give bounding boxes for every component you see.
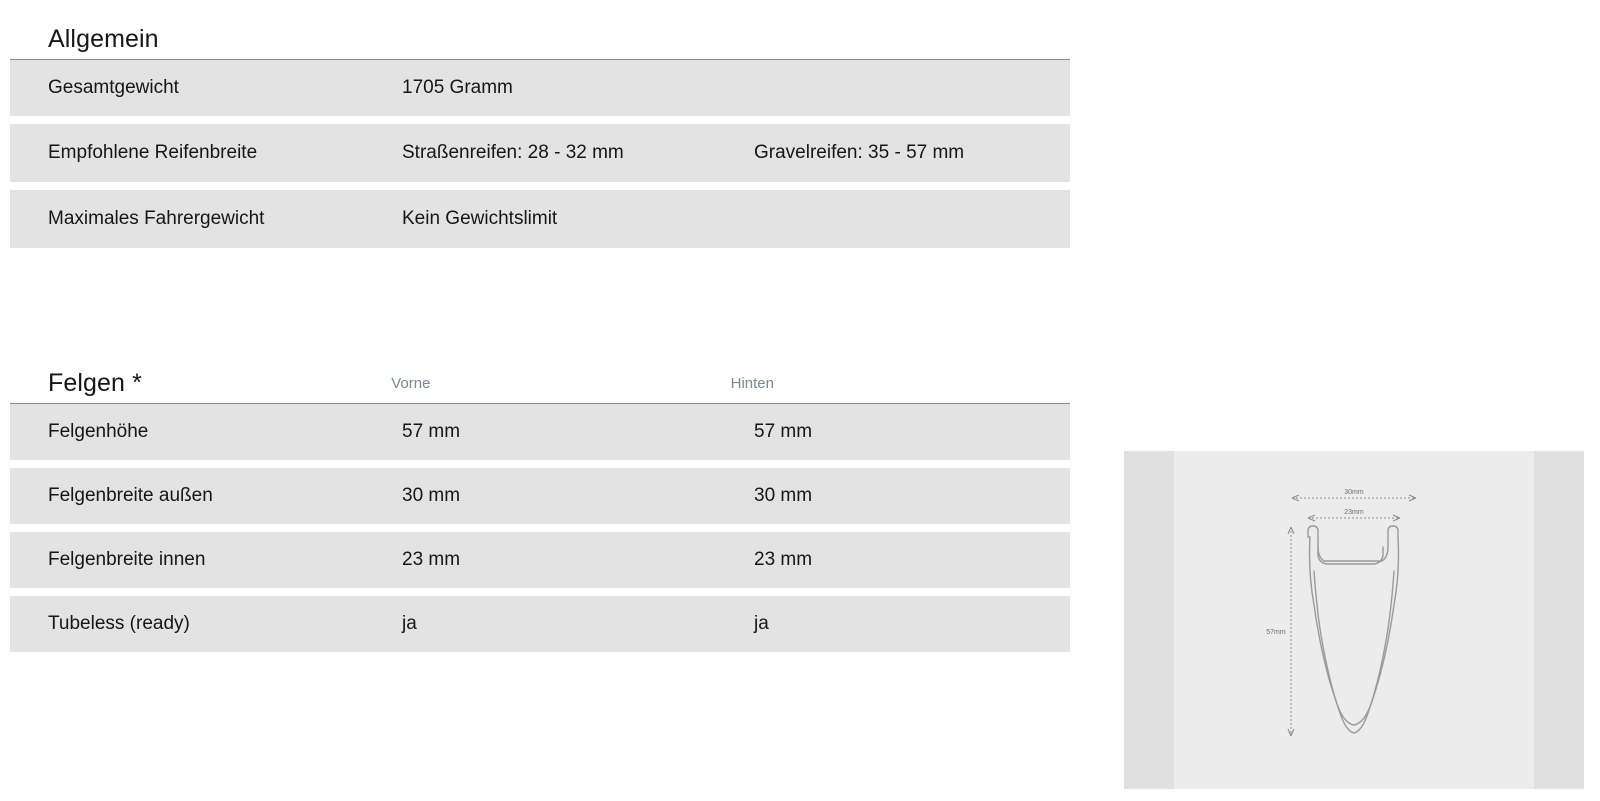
table-row bbox=[10, 60, 1070, 116]
row-value-front: 57 mm bbox=[402, 421, 461, 442]
table-title-rims: Felgen * bbox=[48, 369, 142, 397]
column-header-front: Vorne bbox=[391, 375, 431, 392]
spec-table-rims bbox=[10, 358, 1070, 660]
row-value-front: ja bbox=[402, 613, 417, 634]
row-label: Felgenbreite innen bbox=[48, 549, 206, 570]
row-value-front: 30 mm bbox=[402, 485, 461, 506]
row-label: Felgenhöhe bbox=[48, 421, 149, 442]
column-header-general-1 bbox=[391, 50, 730, 53]
dimension-label-inner-width: 23mm bbox=[1344, 509, 1364, 516]
rim-cross-section-figure bbox=[1124, 451, 1584, 789]
row-label: Tubeless (ready) bbox=[48, 613, 190, 634]
dimension-label-outer-width: 30mm bbox=[1344, 489, 1364, 496]
table-row bbox=[10, 468, 1070, 524]
table-title-general: Allgemein bbox=[48, 25, 159, 53]
row-value-rear: Gravelreifen: 35 - 57 mm bbox=[754, 142, 965, 163]
dimension-label-height: 57mm bbox=[1266, 629, 1286, 636]
column-header-general-2 bbox=[731, 50, 1070, 53]
row-value-rear: ja bbox=[754, 613, 769, 634]
table-header-rims bbox=[10, 358, 1070, 404]
row-value-front: 1705 Gramm bbox=[402, 77, 513, 98]
spec-table-general bbox=[10, 14, 1070, 256]
row-value-rear: 57 mm bbox=[754, 421, 813, 442]
row-label: Maximales Fahrergewicht bbox=[48, 208, 265, 229]
row-label: Empfohlene Reifenbreite bbox=[48, 142, 258, 163]
row-value-front: Straßenreifen: 28 - 32 mm bbox=[402, 142, 624, 163]
table-row bbox=[10, 596, 1070, 652]
row-value-rear: 30 mm bbox=[754, 485, 813, 506]
row-label: Gesamtgewicht bbox=[48, 77, 179, 98]
table-row bbox=[10, 532, 1070, 588]
rim-profile-drawing bbox=[1124, 451, 1584, 789]
table-row bbox=[10, 190, 1070, 248]
column-header-rear: Hinten bbox=[730, 375, 774, 392]
table-row bbox=[10, 124, 1070, 182]
table-header-general bbox=[10, 14, 1070, 60]
row-label: Felgenbreite außen bbox=[48, 485, 213, 506]
row-value-rear: 23 mm bbox=[754, 549, 813, 570]
table-row bbox=[10, 404, 1070, 460]
row-value-front: Kein Gewichtslimit bbox=[402, 208, 558, 229]
row-value-front: 23 mm bbox=[402, 549, 461, 570]
